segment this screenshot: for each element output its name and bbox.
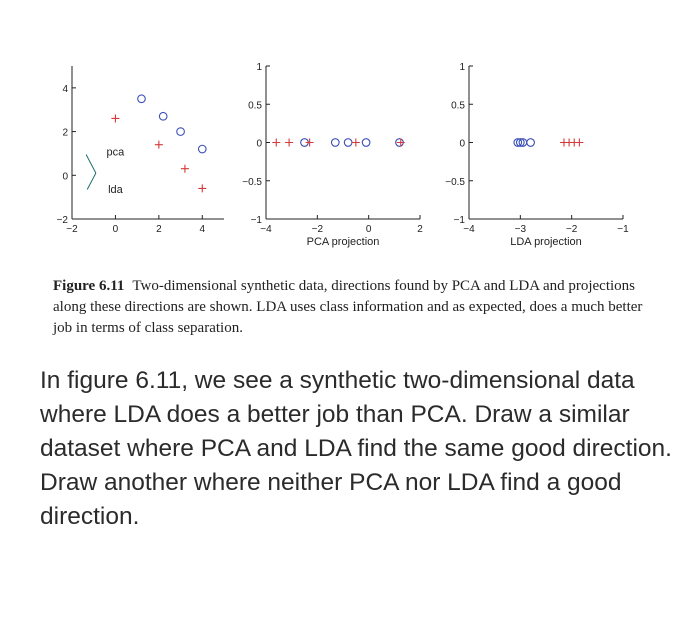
y-tick-label: −2 [56,215,68,226]
data-point-circle [198,145,206,153]
data-point-plus [352,139,360,147]
x-tick-label: 4 [199,224,206,235]
annotation-pca: pca [106,146,125,159]
data-point-circle [332,139,340,147]
caption-text: Two-dimensional synthetic data, directions found by PCA and LDA and projections along these directions are shown. LDA uses class information and as expected, does a much better job in terms of class separation. [53,278,643,336]
x-tick-label: −2 [66,224,78,235]
x-axis-label: LDA projection [510,236,582,248]
x-tick-label: −2 [311,224,324,235]
x-axis-label: PCA projection [306,236,380,248]
data-point-circle [362,139,370,147]
x-tick-label: 2 [417,224,423,235]
y-tick-label: 0 [62,171,68,183]
data-point-circle [138,95,146,103]
y-tick-label: 1 [459,62,465,73]
caption-label: Figure 6.11 [53,278,125,294]
y-tick-label: 2 [62,127,68,139]
x-tick-label: −4 [463,224,475,235]
data-point-circle [527,139,535,147]
x-tick-label: 2 [156,224,162,235]
y-tick-label: 4 [62,83,68,95]
data-point-plus [198,184,206,192]
y-tick-label: −1 [453,215,465,226]
data-point-circle [177,128,185,136]
data-point-plus [575,139,583,147]
figure-6-11 [0,0,700,260]
data-point-plus [397,139,405,147]
y-tick-label: −1 [250,215,262,226]
data-point-plus [272,139,280,147]
y-tick-label: −0.5 [445,176,465,188]
data-point-circle [344,139,352,147]
y-tick-label: 0.5 [248,100,262,112]
y-tick-label: 0 [256,138,262,150]
data-point-plus [155,141,163,149]
y-tick-label: 0.5 [451,100,465,112]
figure-caption [53,276,643,339]
figure-svg [0,0,700,260]
x-tick-label: −4 [260,224,272,235]
x-tick-label: −2 [565,224,578,235]
y-tick-label: 1 [256,62,262,73]
data-point-plus [181,165,189,173]
x-tick-label: −3 [514,224,527,235]
lda-direction-line [87,173,96,189]
y-tick-label: 0 [459,138,465,150]
x-tick-label: 0 [365,224,372,235]
pca-direction-line [86,155,96,174]
x-tick-label: −1 [617,224,629,235]
data-point-plus [285,139,293,147]
question-text: In figure 6.11, we see a synthetic two-dimensional data where LDA does a better job than PCA. Draw a similar dataset where PCA and LDA find the same good direction. Draw another where neither PCA nor LDA find a good direction. [40,367,672,530]
data-point-plus [111,114,119,122]
annotation-lda: lda [108,183,123,196]
y-tick-label: −0.5 [242,176,262,188]
x-tick-label: 0 [112,224,119,235]
data-point-circle [159,112,167,120]
